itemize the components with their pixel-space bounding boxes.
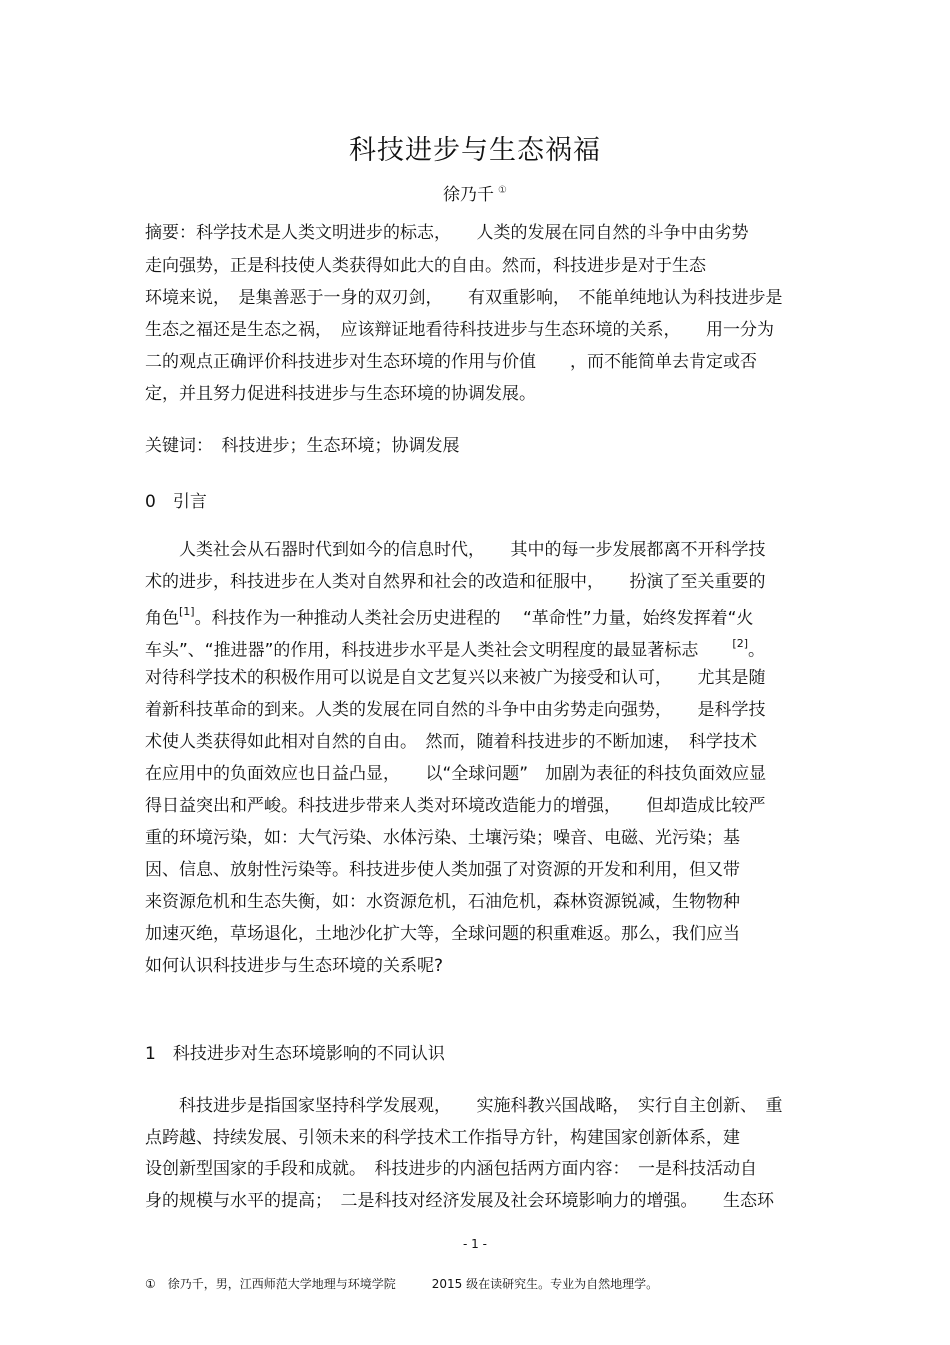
- body-line: 点跨越、持续发展、引领未来的科学技术工作指导方针，构建国家创新体系，建: [145, 1128, 740, 1148]
- body-line: 加速灭绝，草场退化，土地沙化扩大等，全球问题的积重难返。那么，我们应当: [145, 924, 740, 944]
- author-line: [0, 180, 950, 205]
- body-line: 在应用中的负面效应也日益凸显， 以“全球问题” 加剧为表征的科技负面效应显: [145, 764, 767, 784]
- body-text: 角色: [145, 608, 179, 629]
- body-line: 设创新型国家的手段和成就。 科技进步的内涵包括两方面内容： 一是科技活动自: [145, 1159, 757, 1179]
- body-line: 如何认识科技进步与生态环境的关系呢?: [145, 956, 444, 976]
- keywords: 关键词： 科技进步；生态环境；协调发展: [145, 436, 460, 456]
- body-line: [145, 604, 753, 629]
- body-line: 得日益突出和严峻。科技进步带来人类对环境改造能力的增强， 但却造成比较严: [145, 796, 766, 816]
- abstract-line: 环境来说， 是集善恶于一身的双刃剑， 有双重影响， 不能单纯地认为科技进步是: [145, 288, 783, 308]
- section-heading: 0 引言: [145, 492, 207, 512]
- section-heading: 1 科技进步对生态环境影响的不同认识: [145, 1044, 445, 1064]
- abstract-line: 二的观点正确评价科技进步对生态环境的作用与价值 ，而不能简单去肯定或否: [145, 352, 757, 372]
- citation-1: [1]: [179, 605, 195, 618]
- abstract-line: 生态之福还是生态之祸， 应该辩证地看待科技进步与生态环境的关系， 用一分为: [145, 320, 774, 340]
- body-line: 重的环境污染，如：大气污染、水体污染、土壤污染；噪音、电磁、光污染；基: [145, 828, 740, 848]
- body-line: 术使人类获得如此相对自然的自由。 然而，随着科技进步的不断加速， 科学技术: [145, 732, 757, 752]
- body-line: 因、信息、放射性污染等。科技进步使人类加强了对资源的开发和利用，但又带: [145, 860, 740, 880]
- body-text: 。科技作为一种推动人类社会历史进程的 “革命性”力量，始终发挥着“火: [194, 608, 754, 629]
- body-line: 来资源危机和生态失衡，如：水资源危机，石油危机，森林资源锐减，生物物种: [145, 892, 740, 912]
- paper-title: 科技进步与生态祸福: [349, 135, 601, 166]
- body-line: [145, 636, 765, 661]
- footnote-mark: ①: [498, 185, 507, 197]
- citation-2: [2]: [732, 637, 749, 650]
- abstract-line: 走向强势，正是科技使人类获得如此大的自由。然而，科技进步是对于生态: [145, 256, 706, 276]
- author-name: 徐乃千: [443, 185, 495, 205]
- body-line: 对待科学技术的积极作用可以说是自文艺复兴以来被广为接受和认可， 尤其是随: [145, 668, 766, 688]
- body-text: 。: [748, 640, 766, 661]
- body-line: 科技进步是指国家坚持科学发展观， 实施科教兴国战略， 实行自主创新、 重: [145, 1096, 783, 1116]
- footnote: ① 徐乃千，男，江西师范大学地理与环境学院 2015 级在读研究生。专业为自然地理学。: [145, 1277, 659, 1291]
- abstract-line: 摘要：科学技术是人类文明进步的标志， 人类的发展在同自然的斗争中由劣势: [145, 223, 749, 243]
- body-line: 术的进步，科技进步在人类对自然界和社会的改造和征服中， 扮演了至关重要的: [145, 572, 766, 592]
- body-line: 身的规模与水平的提高； 二是科技对经济发展及社会环境影响力的增强。 生态环: [145, 1191, 774, 1211]
- body-line: 着新科技革命的到来。人类的发展在同自然的斗争中由劣势走向强势， 是科学技: [145, 700, 766, 720]
- abstract-line: 定，并且努力促进科技进步与生态环境的协调发展。: [145, 384, 536, 404]
- page-number: - 1 -: [463, 1237, 487, 1251]
- body-text: 车头”、“推进器”的作用，科技进步水平是人类社会文明程度的最显著标志: [145, 640, 733, 661]
- body-line: 人类社会从石器时代到如今的信息时代， 其中的每一步发展都离不开科学技: [145, 540, 766, 560]
